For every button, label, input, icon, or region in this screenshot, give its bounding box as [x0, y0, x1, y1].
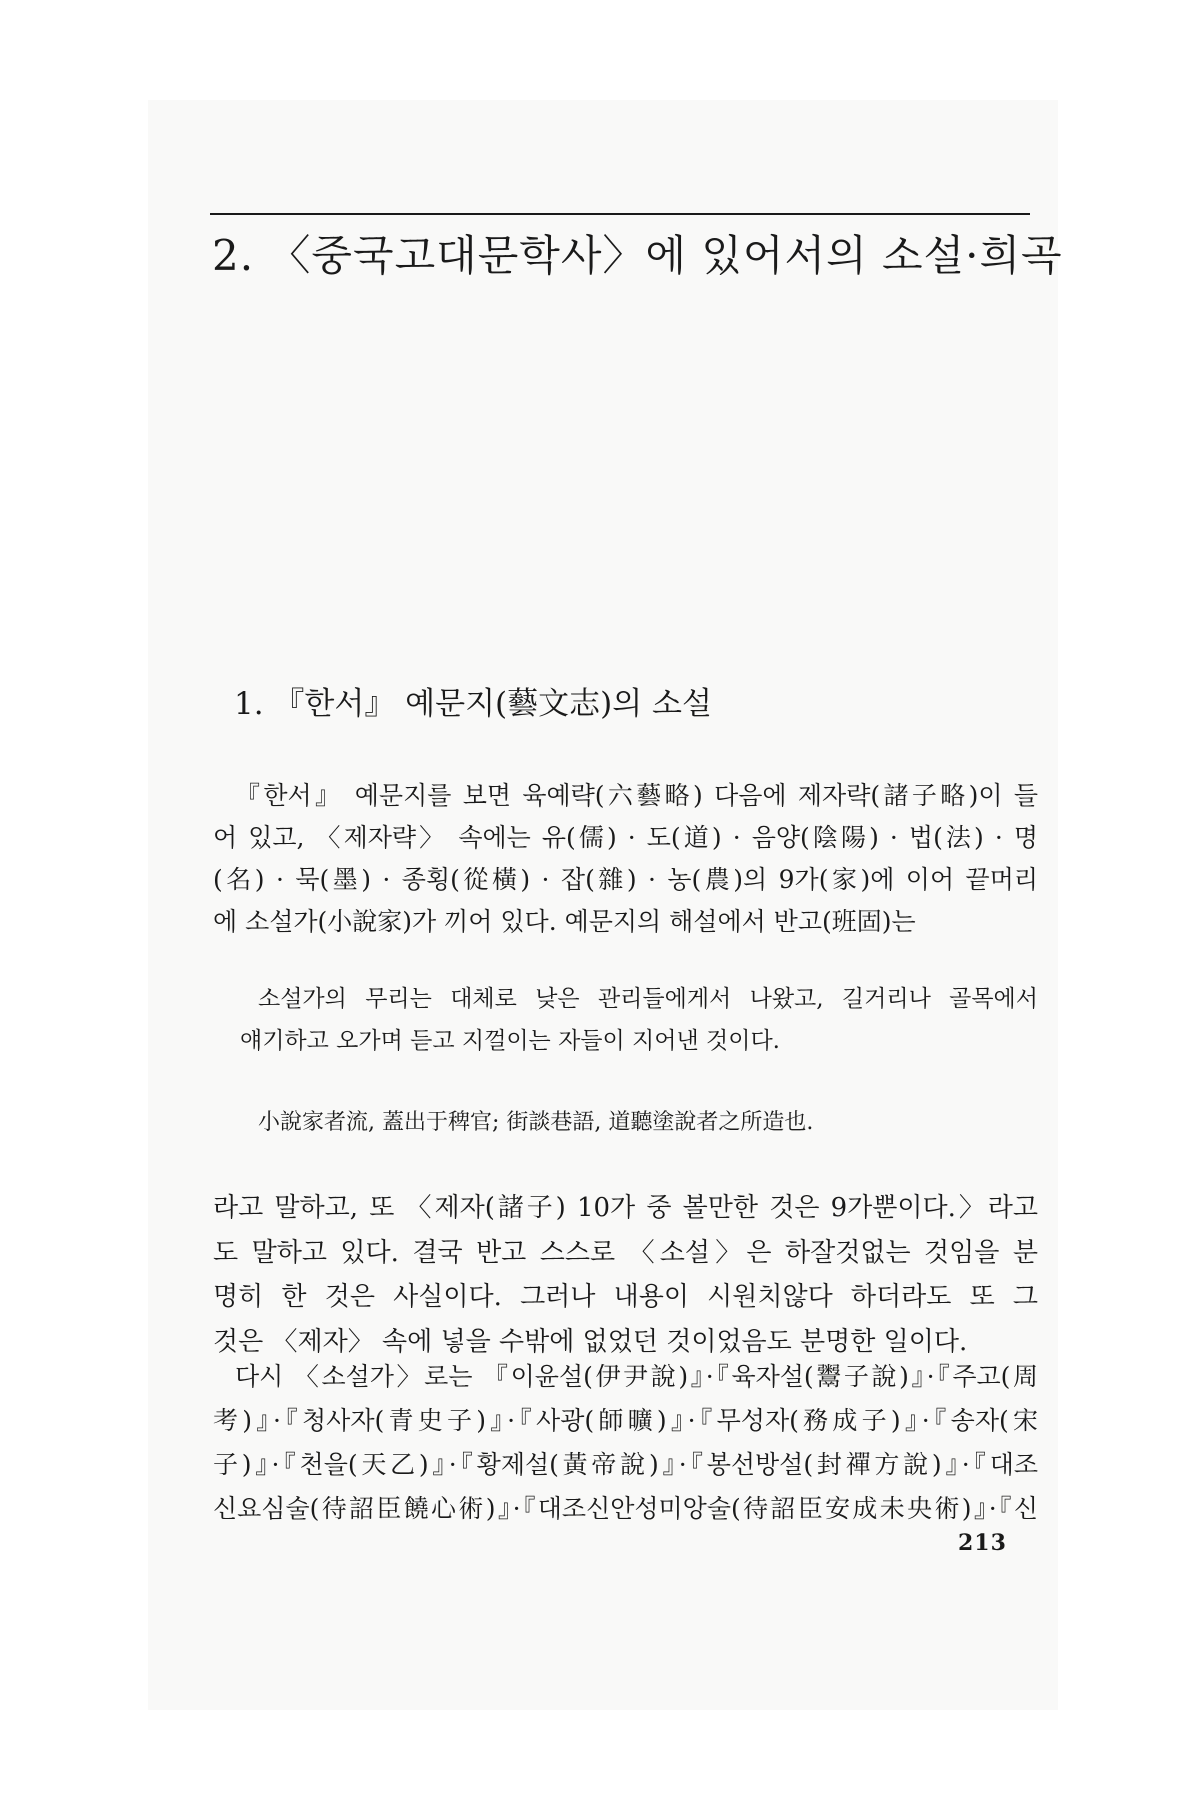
paragraph-line: 어 있고, 〈제자략〉 속에는 유(儒) · 도(道) · 음양(陰陽) · 법(法) · 명	[213, 823, 1038, 852]
section-title: 1. 『한서』 예문지(藝文志)의 소설	[234, 686, 712, 722]
quote-line: 소설가의 무리는 대체로 낮은 관리들에게서 나왔고, 길거리나 골목에서	[258, 986, 1038, 1012]
quote-line: 얘기하고 오가며 듣고 지껄이는 자들이 지어낸 것이다.	[240, 1028, 780, 1054]
block-quote-korean	[240, 978, 1038, 1062]
block-quote-chinese: 小說家者流, 蓋出于稗官; 街談巷語, 道聽塗說者之所造也.	[258, 1110, 814, 1135]
paragraph-line: 라고 말하고, 또 〈제자(諸子) 10가 중 볼만한 것은 9가뿐이다.〉라고	[213, 1193, 1038, 1223]
chapter-title: 2. 〈중국고대문학사〉에 있어서의 소설·희곡	[212, 231, 1063, 280]
paragraph-line: 에 소설가(小說家)가 끼어 있다. 예문지의 해설에서 반고(班固)는	[213, 907, 916, 936]
paragraph-line: 다시 〈소설가〉로는 『이윤설(伊尹說)』·『육자설(鬻子說)』·『주고(周	[235, 1362, 1038, 1391]
paragraph-line: 것은 〈제자〉 속에 넣을 수밖에 없었던 것이었음도 분명한 일이다.	[213, 1326, 968, 1357]
paragraph-line: 子)』·『천을(天乙)』·『황제설(黃帝說)』·『봉선방설(封禪方說)』·『대조	[213, 1450, 1038, 1479]
paragraph-2	[213, 1186, 1038, 1364]
paragraph-line: 신요심술(待詔臣饒心術)』·『대조신안성미앙술(待詔臣安成未央術)』·『신	[213, 1494, 1038, 1523]
paragraph-line: 도 말하고 있다. 결국 반고 스스로 〈소설〉은 하잘것없는 것임을 분	[213, 1237, 1038, 1268]
paragraph-line: 『한서』 예문지를 보면 육예략(六藝略) 다음에 제자략(諸子略)이 들	[235, 781, 1038, 810]
page-number: 213	[958, 1530, 1007, 1556]
paragraph-3	[213, 1355, 1038, 1531]
paragraph-1	[213, 775, 1038, 943]
paragraph-line: 考)』·『청사자(青史子)』·『사광(師曠)』·『무성자(務成子)』·『송자(宋	[213, 1406, 1038, 1435]
chapter-rule	[210, 213, 1030, 215]
paragraph-line: (名) · 묵(墨) · 종횡(從橫) · 잡(雜) · 농(農)의 9가(家)에 이어 끝머리	[213, 865, 1038, 894]
paragraph-line: 명히 한 것은 사실이다. 그러나 내용이 시원치않다 하더라도 또 그	[213, 1282, 1038, 1312]
